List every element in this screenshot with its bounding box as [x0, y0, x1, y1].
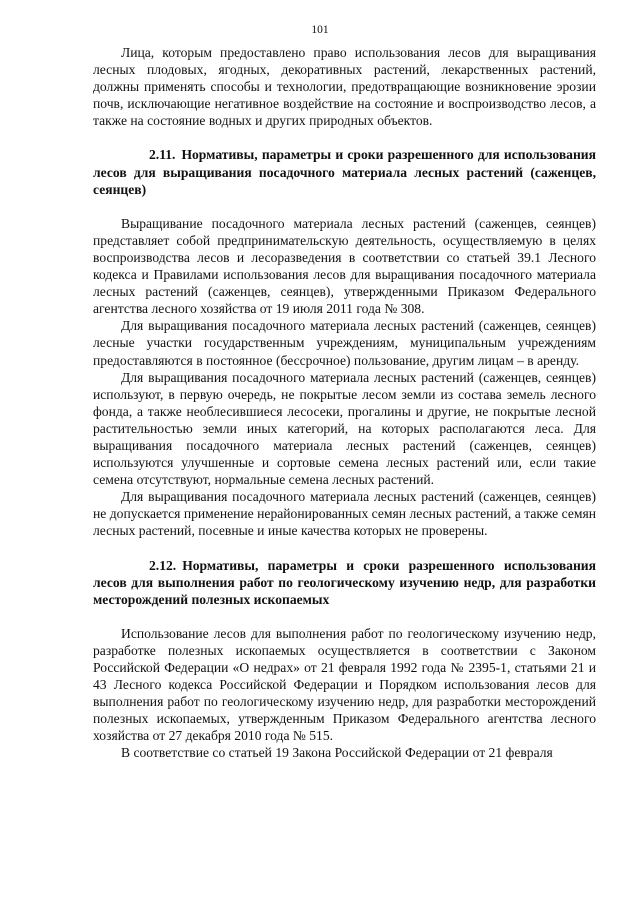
section-heading-2-12: [93, 557, 596, 608]
spacer: [93, 129, 596, 146]
section-number: 2.11.: [149, 147, 176, 163]
section-number: 2.12.: [149, 557, 177, 573]
paragraph: Выращивание посадочного материала лесных растений (саженцев, сеянцев) представляет собой предпринимательскую деятельность, осуществляемую в целях воспроизводства лесов и лесоразведения в соответствии со статьей 39.1 Лесного кодекса и Правилами использования лесов для выращивания посадочного материала лесных растений (саженцев, сеянцев), утвержденными Приказом Федерального агентства лесного хозяйства от 19 июля 2011 года № 308.: [93, 215, 596, 317]
paragraph: Для выращивания посадочного материала лесных растений (саженцев, сеянцев) используют, в первую очередь, не покрытые лесом земли из состава земель лесного фонда, а также необлесившиеся лесосеки, прогалины и другие, не покрытые лесной растительностью земли иных категорий, на которых располагаются леса. Для выращивания посадочного материала лесных растений (саженцев, сеянцев) используются улучшенные и сортовые семена лесных растений или, если такие семена отсутствуют, нормальные семена лесных растений.: [93, 369, 596, 488]
paragraph: В соответствие со статьей 19 Закона Российской Федерации от 21 февраля: [121, 745, 553, 761]
intro-paragraph: Лица, которым предоставлено право использования лесов для выращивания лесных плодовых, ягодных, декоративных растений, лекарственных растений, должны применять способы и технологии, предотвращающие возникновение эрозии почв, исключающие негативное воздействие на состояние и воспроизводство лесов, а также на состояние водных и других природных объектов.: [93, 45, 596, 129]
spacer: [93, 540, 596, 557]
spacer: [93, 198, 596, 215]
section-title: Нормативы, параметры и сроки разрешенного использования лесов для выполнения работ по геологическому изучению недр, для разработки месторождений полезных ископаемых: [93, 557, 596, 607]
section-heading-2-11: [93, 146, 596, 197]
paragraph: Использование лесов для выполнения работ по геологическому изучению недр, разработке полезных ископаемых осуществляется в соответствии с Законом Российской Федерации «О недрах» от 21 февраля 1992 года № 2395-1, статьями 21 и 43 Лесного кодекса Российской Федерации и Порядком использования лесов для выполнения работ по геологическому изучению недр, для разработки месторождений полезных ископаемых, утвержденным Приказом Федерального агентства лесного хозяйства от 27 декабря 2010 года № 515.: [93, 625, 596, 744]
paragraph: Для выращивания посадочного материала лесных растений (саженцев, сеянцев) лесные участки государственным учреждениям, муниципальным учреждениям предоставляются в постоянное (бессрочное) пользование, другим лицам – в аренду.: [93, 318, 596, 368]
spacer: [93, 608, 596, 625]
page-body: [93, 44, 596, 762]
paragraph: Для выращивания посадочного материала лесных растений (саженцев, сеянцев) не допускается применение нерайонированных семян лесных растений, а также семян лесных растений, посевные и иные качества которых не проверены.: [93, 489, 596, 539]
page-number: 101: [311, 24, 329, 36]
section-title: Нормативы, параметры и сроки разрешенного для использования лесов для выращивания посадочного материала лесных растений (саженцев, сеянцев): [93, 147, 596, 197]
